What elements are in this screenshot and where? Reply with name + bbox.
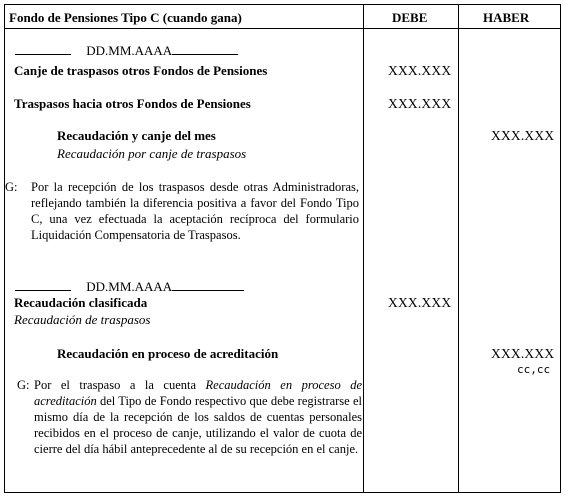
date-line-right <box>172 54 238 55</box>
entry1-line2-account: Traspasos hacia otros Fondos de Pensiones <box>14 96 251 111</box>
entry1-line1-account: Canje de traspasos otros Fondos de Pensiones <box>14 63 268 78</box>
entry2-date-row <box>15 279 244 295</box>
column-divider-haber <box>458 5 459 492</box>
entry1-date: DD.MM.AAAA <box>86 43 173 58</box>
header-divider <box>5 28 560 29</box>
entry2-gloss-text-pre: Por el traspaso a la cuenta <box>34 378 206 392</box>
entry1-line3-haber: XXX.XXX <box>491 128 555 143</box>
date-line-left <box>15 290 71 291</box>
entry2-date: DD.MM.AAAA <box>86 279 173 294</box>
entry1-line3-subaccount: Recaudación por canje de traspasos <box>57 146 247 161</box>
entry1-gloss-label: G: <box>5 180 18 194</box>
entry2-gloss-text-post: del Tipo de Fondo respectivo que debe registrarse el mismo día de la recepción de los saldos de cuentas personales recibidos en el proceso de canje, utilizando el valor de cuota de cierre del día hábil anteprecedente al de su recepción en el canje. <box>34 394 362 456</box>
journal-table <box>4 4 561 493</box>
header-haber: HABER <box>483 10 530 25</box>
entry2-line2-haber-note: cc,cc <box>517 363 551 376</box>
entry2-line1-debe: XXX.XXX <box>388 295 452 310</box>
column-divider-debe <box>363 5 364 492</box>
entry2-gloss-text-italic: Recaudación en proceso de acreditación <box>34 378 362 408</box>
entry1-line3-account: Recaudación y canje del mes <box>57 128 216 143</box>
entry1-gloss-text: Por la recepción de los traspasos desde otras Administradoras, reflejando también la diferencia positiva a favor del Fondo Tipo C, una vez efectuada la aceptación recíproca del formulario Liquidación Compensatoria de Traspasos. <box>31 180 359 242</box>
date-line-left <box>15 54 71 55</box>
entry2-line2-haber: XXX.XXX <box>491 346 555 361</box>
date-line-right <box>172 290 244 291</box>
entry1-gloss <box>5 179 359 243</box>
entry2-line2-account: Recaudación en proceso de acreditación <box>57 346 279 361</box>
entry2-gloss-label: G: <box>17 378 30 392</box>
entry2-line1-subaccount: Recaudación de traspasos <box>14 312 151 327</box>
entry2-gloss <box>17 377 362 457</box>
entry1-line2-debe: XXX.XXX <box>388 96 452 111</box>
entry1-line1-debe: XXX.XXX <box>388 63 452 78</box>
header-debe: DEBE <box>392 10 428 25</box>
entry2-gloss-body <box>34 377 362 457</box>
header-account: Fondo de Pensiones Tipo C (cuando gana) <box>9 10 242 25</box>
entry1-date-row <box>15 43 238 59</box>
entry2-line1-account: Recaudación clasificada <box>14 295 148 310</box>
